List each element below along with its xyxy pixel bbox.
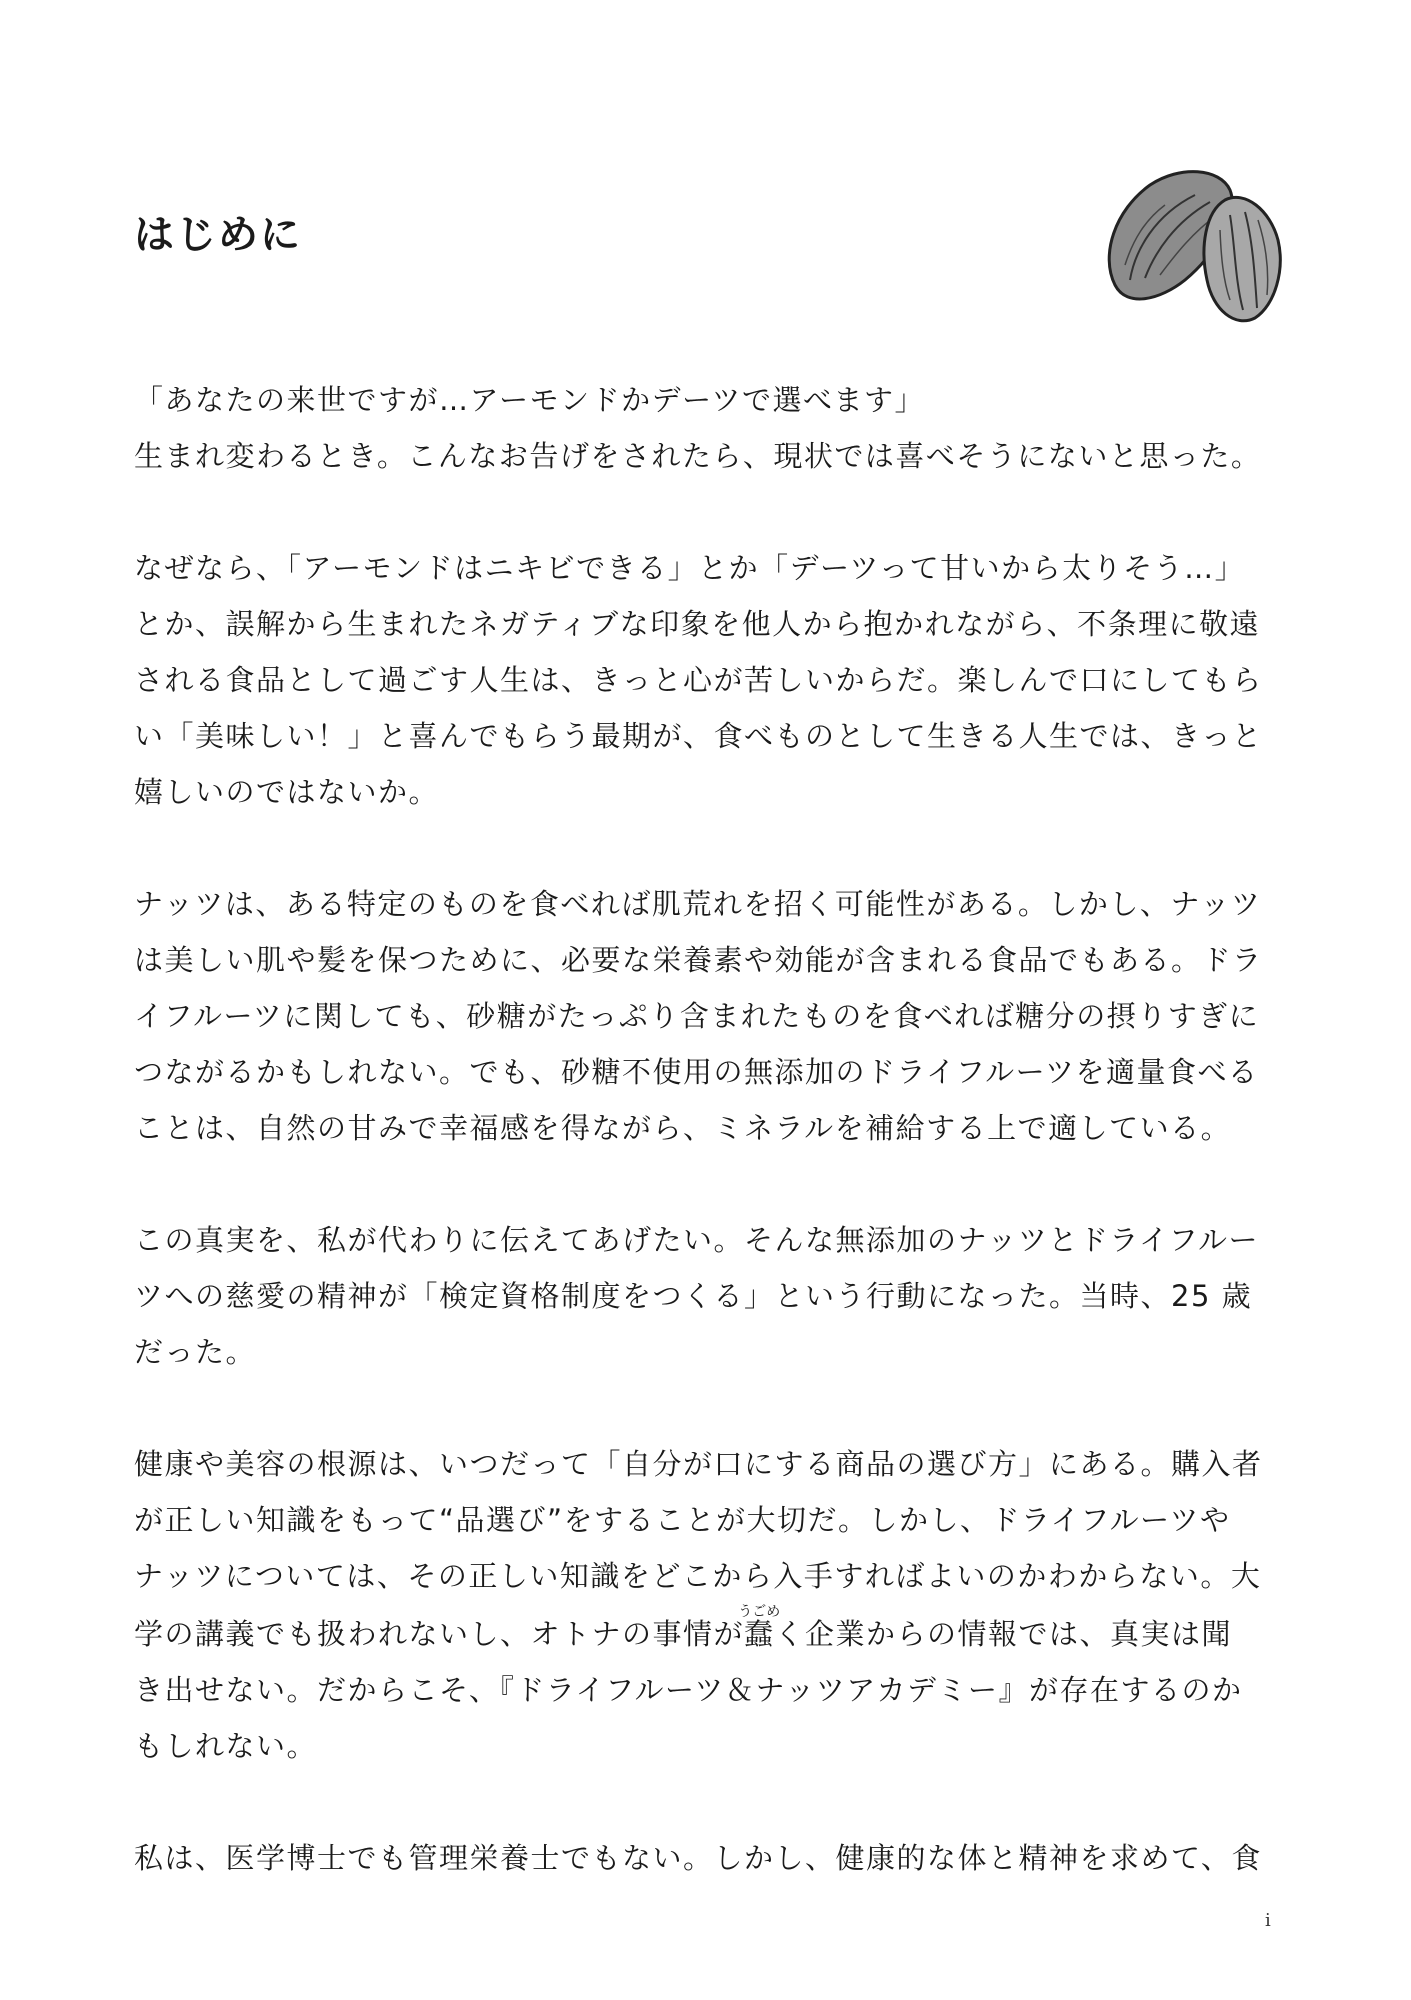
text-line: き出せない。だからこそ、『ドライフルーツ＆ナッツアカデミー』が存在するのか [134,1673,1243,1707]
paragraph-3 [134,876,1284,1156]
ruby-base: 蠢 [738,1617,781,1651]
paragraph-2 [134,540,1284,820]
text-line: とか、誤解から生まれたネガティブな印象を他人から抱かれながら、不条理に敬遠 [134,607,1261,641]
text-line: は美しい肌や髪を保つために、必要な栄養素や効能が含まれる食品でもある。ドラ [134,943,1263,977]
paragraph-4 [134,1212,1284,1380]
ruby-word [738,1604,781,1651]
ruby-line-before: 学の講義でも扱われないし、オトナの事情が [134,1617,745,1651]
text-line: だった。 [134,1335,257,1369]
text-line: ナッツは、ある特定のものを食べれば肌荒れを招く可能性がある。しかし、ナッツ [134,887,1262,921]
text-line: この真実を、私が代わりに伝えてあげたい。そんな無添加のナッツとドライフルー [134,1223,1260,1257]
text-line: なぜなら、「アーモンドはニキビできる」とか「デーツって甘いから太りそう…」 [134,551,1246,585]
text-line: い「美味しい！」と喜んでもらう最期が、食べものとして生きる人生では、きっと [134,719,1263,753]
body-text [134,372,1284,1942]
text-line: 健康や美容の根源は、いつだって「自分が口にする商品の選び方」にある。購入者 [134,1447,1263,1481]
paragraph-1 [134,372,1284,484]
page-title: はじめに [134,212,302,258]
text-line: イフルーツに関しても、砂糖がたっぷり含まれたものを食べれば糖分の摂りすぎに [134,999,1260,1033]
paragraph-5 [134,1436,1284,1774]
text-line: ナッツについては、その正しい知識をどこから入手すればよいのかわからない。大 [134,1559,1262,1593]
text-line: もしれない。 [134,1729,318,1763]
text-line: つながるかもしれない。でも、砂糖不使用の無添加のドライフルーツを適量食べる [134,1055,1259,1089]
text-line: ツへの慈愛の精神が「検定資格制度をつくる」という行動になった。当時、25 歳 [134,1279,1253,1313]
text-line: 私は、医学博士でも管理栄養士でもない。しかし、健康的な体と精神を求めて、食 [134,1841,1262,1875]
paragraph-6 [134,1830,1284,1886]
small-almond [1204,197,1280,320]
text-line: 嬉しいのではないか。 [134,775,440,809]
text-line: 「あなたの来世ですが…アーモンドかデーツで選べます」 [134,383,925,417]
ruby-line-after: く企業からの情報では、真実は聞 [774,1617,1233,1651]
text-line: 生まれ変わるとき。こんなお告げをされたら、現状では喜べそうにないと思った。 [134,439,1262,473]
text-line-with-ruby [134,1604,1284,1662]
page-number: i [1265,1910,1271,1931]
ruby-reading: うごめ [738,1604,781,1620]
almonds-icon [1095,160,1295,330]
text-line: が正しい知識をもって“品選び”をすることが大切だ。しかし、ドライフルーツや [134,1503,1231,1537]
text-line: ことは、自然の甘みで幸福感を得ながら、ミネラルを補給する上で適している。 [134,1111,1232,1145]
text-line: される食品として過ごす人生は、きっと心が苦しいからだ。楽しんで口にしてもら [134,663,1263,697]
